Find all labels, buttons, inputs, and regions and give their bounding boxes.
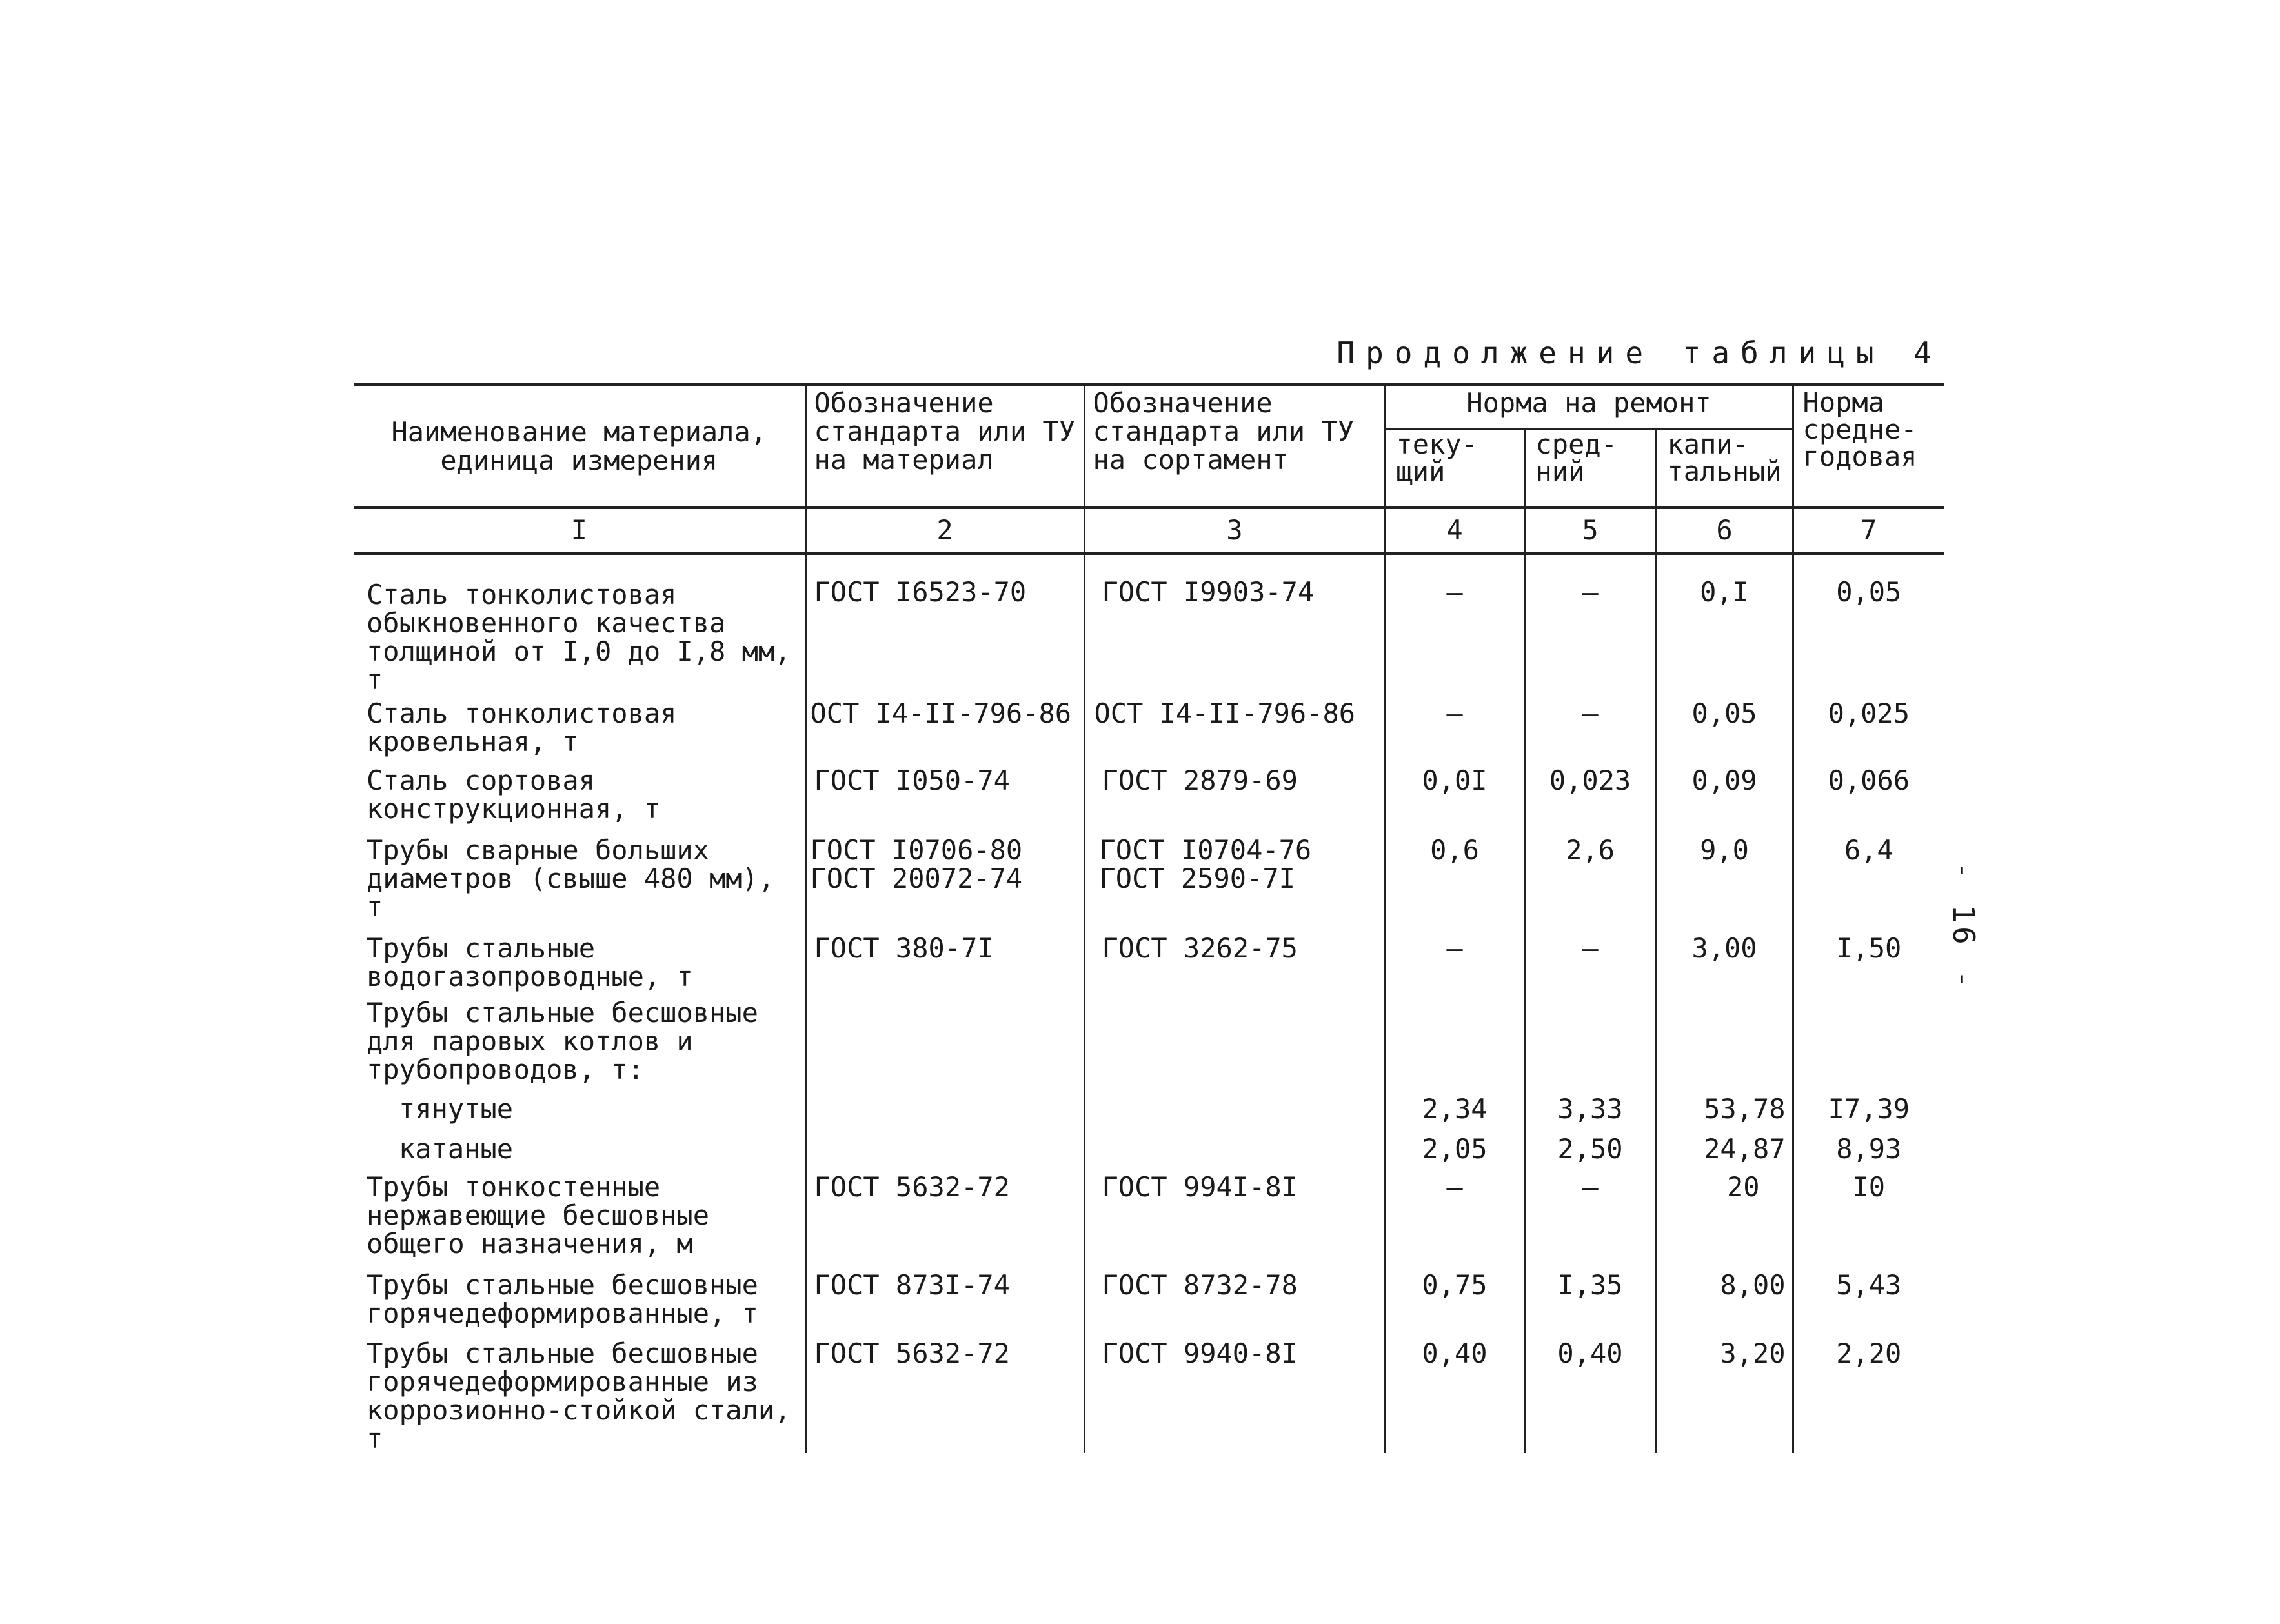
sortament-standard: ОСТ I4-II-796-86: [1084, 694, 1385, 761]
norm-medium: I,35: [1524, 1265, 1656, 1333]
norm-current: 2,34: [1385, 1089, 1524, 1129]
norm-medium: 3,33: [1524, 1089, 1656, 1129]
material-standard: ГОСТ 380-7I: [805, 924, 1084, 997]
material-name: Сталь тонколистовая кровельная, т: [367, 697, 677, 757]
norm-average: 0,066: [1793, 761, 1944, 830]
header-std-material: Обозначение стандарта или ТУ на материал: [805, 385, 1084, 508]
norm-average: 0,025: [1793, 694, 1944, 761]
material-name: Трубы стальные бесшовные горячедеформированные, т: [367, 1269, 758, 1329]
norm-medium: 2,50: [1524, 1129, 1656, 1169]
column-numbers-row: [354, 508, 1944, 554]
table-row: [354, 1089, 1944, 1129]
table-row: [354, 1333, 1944, 1453]
header-norm-repair: Норма на ремонт: [1385, 385, 1793, 429]
norm-current: 0,6: [1385, 830, 1524, 924]
norm-medium: 2,6: [1524, 830, 1656, 924]
table-row: [354, 694, 1944, 761]
norm-capital: 9,0: [1656, 830, 1793, 924]
header-name: Наименование материала, единица измерения: [391, 416, 767, 476]
col-number: 3: [1084, 508, 1385, 554]
material-standard: ГОСТ 873I-74: [805, 1265, 1084, 1333]
material-name: Трубы сварные больших диаметров (свыше 480 мм), т: [367, 834, 775, 923]
sortament-standard-line: ГОСТ I0704-76: [1099, 834, 1312, 866]
norm-average: 5,43: [1793, 1265, 1944, 1333]
norm-current: 0,40: [1385, 1333, 1524, 1453]
norm-average: 0,05: [1793, 554, 1944, 695]
header-current: теку-щий: [1385, 429, 1524, 508]
norm-medium: [1524, 997, 1656, 1089]
sortament-standard: ГОСТ 9940-8I: [1084, 1333, 1385, 1453]
norm-current: 0,0I: [1385, 761, 1524, 830]
col-number: 2: [805, 508, 1084, 554]
norm-medium: –: [1524, 1169, 1656, 1265]
norm-capital: 24,87: [1656, 1129, 1793, 1169]
norm-capital: 0,05: [1656, 694, 1793, 761]
material-name: Сталь сортовая конструкционная, т: [367, 765, 661, 825]
norm-capital: [1656, 997, 1793, 1089]
material-standard: [805, 1089, 1084, 1129]
material-standard: ОСТ I4-II-796-86: [805, 694, 1084, 761]
norm-medium: –: [1524, 554, 1656, 695]
norm-current: –: [1385, 1169, 1524, 1265]
col-number: 4: [1385, 508, 1524, 554]
table-row: [354, 1265, 1944, 1333]
material-standard-line: ГОСТ 20072-74: [810, 863, 1023, 894]
table-row: [354, 924, 1944, 997]
header-capital: капи-тальный: [1656, 429, 1793, 508]
col-number: 6: [1656, 508, 1793, 554]
norm-average: I7,39: [1793, 1089, 1944, 1129]
header-std-sortament: Обозначение стандарта или ТУ на сортамент: [1084, 385, 1385, 508]
sortament-standard: ГОСТ I9903-74: [1084, 554, 1385, 695]
table-row: [354, 554, 1944, 695]
sortament-standard: ГОСТ 3262-75: [1084, 924, 1385, 997]
norm-current: 2,05: [1385, 1129, 1524, 1169]
norm-capital: 20: [1656, 1169, 1793, 1265]
material-name: Сталь тонколистовая обыкновенного качества толщиной от I,0 до I,8 мм, т: [367, 579, 791, 696]
norm-medium: 0,023: [1524, 761, 1656, 830]
table-row: [354, 761, 1944, 830]
material-standard: ГОСТ 5632-72: [805, 1333, 1084, 1453]
header-medium: сред-ний: [1524, 429, 1656, 508]
material-standard-line: ГОСТ I0706-80: [810, 834, 1023, 866]
material-standard: ГОСТ I6523-70: [805, 554, 1084, 695]
table-row: [354, 830, 1944, 924]
material-standard: ГОСТ 5632-72: [805, 1169, 1084, 1265]
sortament-standard: ГОСТ 2879-69: [1084, 761, 1385, 830]
col-number: I: [354, 508, 805, 554]
col-number: 7: [1793, 508, 1944, 554]
norm-average: [1793, 997, 1944, 1089]
material-name: Трубы стальные бесшовные для паровых котлов и трубопроводов, т:: [367, 997, 758, 1085]
sortament-standard: [1084, 997, 1385, 1089]
sortament-standard: ГОСТ 994I-8I: [1084, 1169, 1385, 1265]
table-row: [354, 997, 1944, 1089]
materials-table-container: [354, 383, 1944, 1454]
norm-medium: –: [1524, 924, 1656, 997]
material-standard: [805, 830, 1084, 924]
norm-current: –: [1385, 924, 1524, 997]
header-avg: Норма средне-годовая: [1793, 385, 1944, 508]
sortament-standard-line: ГОСТ 2590-7I: [1099, 863, 1295, 894]
norm-average: I,50: [1793, 924, 1944, 997]
table-caption: Продолжение таблицы 4: [1337, 336, 1942, 370]
material-standard: [805, 997, 1084, 1089]
norm-average: 2,20: [1793, 1333, 1944, 1453]
material-standard: [805, 1129, 1084, 1169]
norm-medium: 0,40: [1524, 1333, 1656, 1453]
norm-current: 0,75: [1385, 1265, 1524, 1333]
table-row: [354, 1129, 1944, 1169]
sortament-standard: [1084, 1089, 1385, 1129]
norm-current: –: [1385, 694, 1524, 761]
material-name: катаные: [399, 1133, 514, 1165]
material-name: Трубы стальные водогазопроводные, т: [367, 932, 693, 992]
norm-current: –: [1385, 554, 1524, 695]
material-name: Трубы стальные бесшовные горячедеформированные из коррозионно-стойкой стали, т: [367, 1338, 791, 1454]
page-number: - 16 -: [1946, 861, 1981, 992]
col-number: 5: [1524, 508, 1656, 554]
material-standard: ГОСТ I050-74: [805, 761, 1084, 830]
norm-medium: –: [1524, 694, 1656, 761]
norm-capital: 53,78: [1656, 1089, 1793, 1129]
materials-table: [354, 383, 1944, 1453]
norm-capital: 3,20: [1656, 1333, 1793, 1453]
sortament-standard: [1084, 830, 1385, 924]
table-row: [354, 1169, 1944, 1265]
material-name: тянутые: [399, 1093, 514, 1125]
norm-average: 8,93: [1793, 1129, 1944, 1169]
norm-current: [1385, 997, 1524, 1089]
norm-capital: 0,09: [1656, 761, 1793, 830]
sortament-standard: [1084, 1129, 1385, 1169]
norm-average: 6,4: [1793, 830, 1944, 924]
sortament-standard: ГОСТ 8732-78: [1084, 1265, 1385, 1333]
norm-average: I0: [1793, 1169, 1944, 1265]
norm-capital: 8,00: [1656, 1265, 1793, 1333]
material-name: Трубы тонкостенные нержавеющие бесшовные общего назначения, м: [367, 1171, 710, 1259]
norm-capital: 0,I: [1656, 554, 1793, 695]
norm-capital: 3,00: [1656, 924, 1793, 997]
